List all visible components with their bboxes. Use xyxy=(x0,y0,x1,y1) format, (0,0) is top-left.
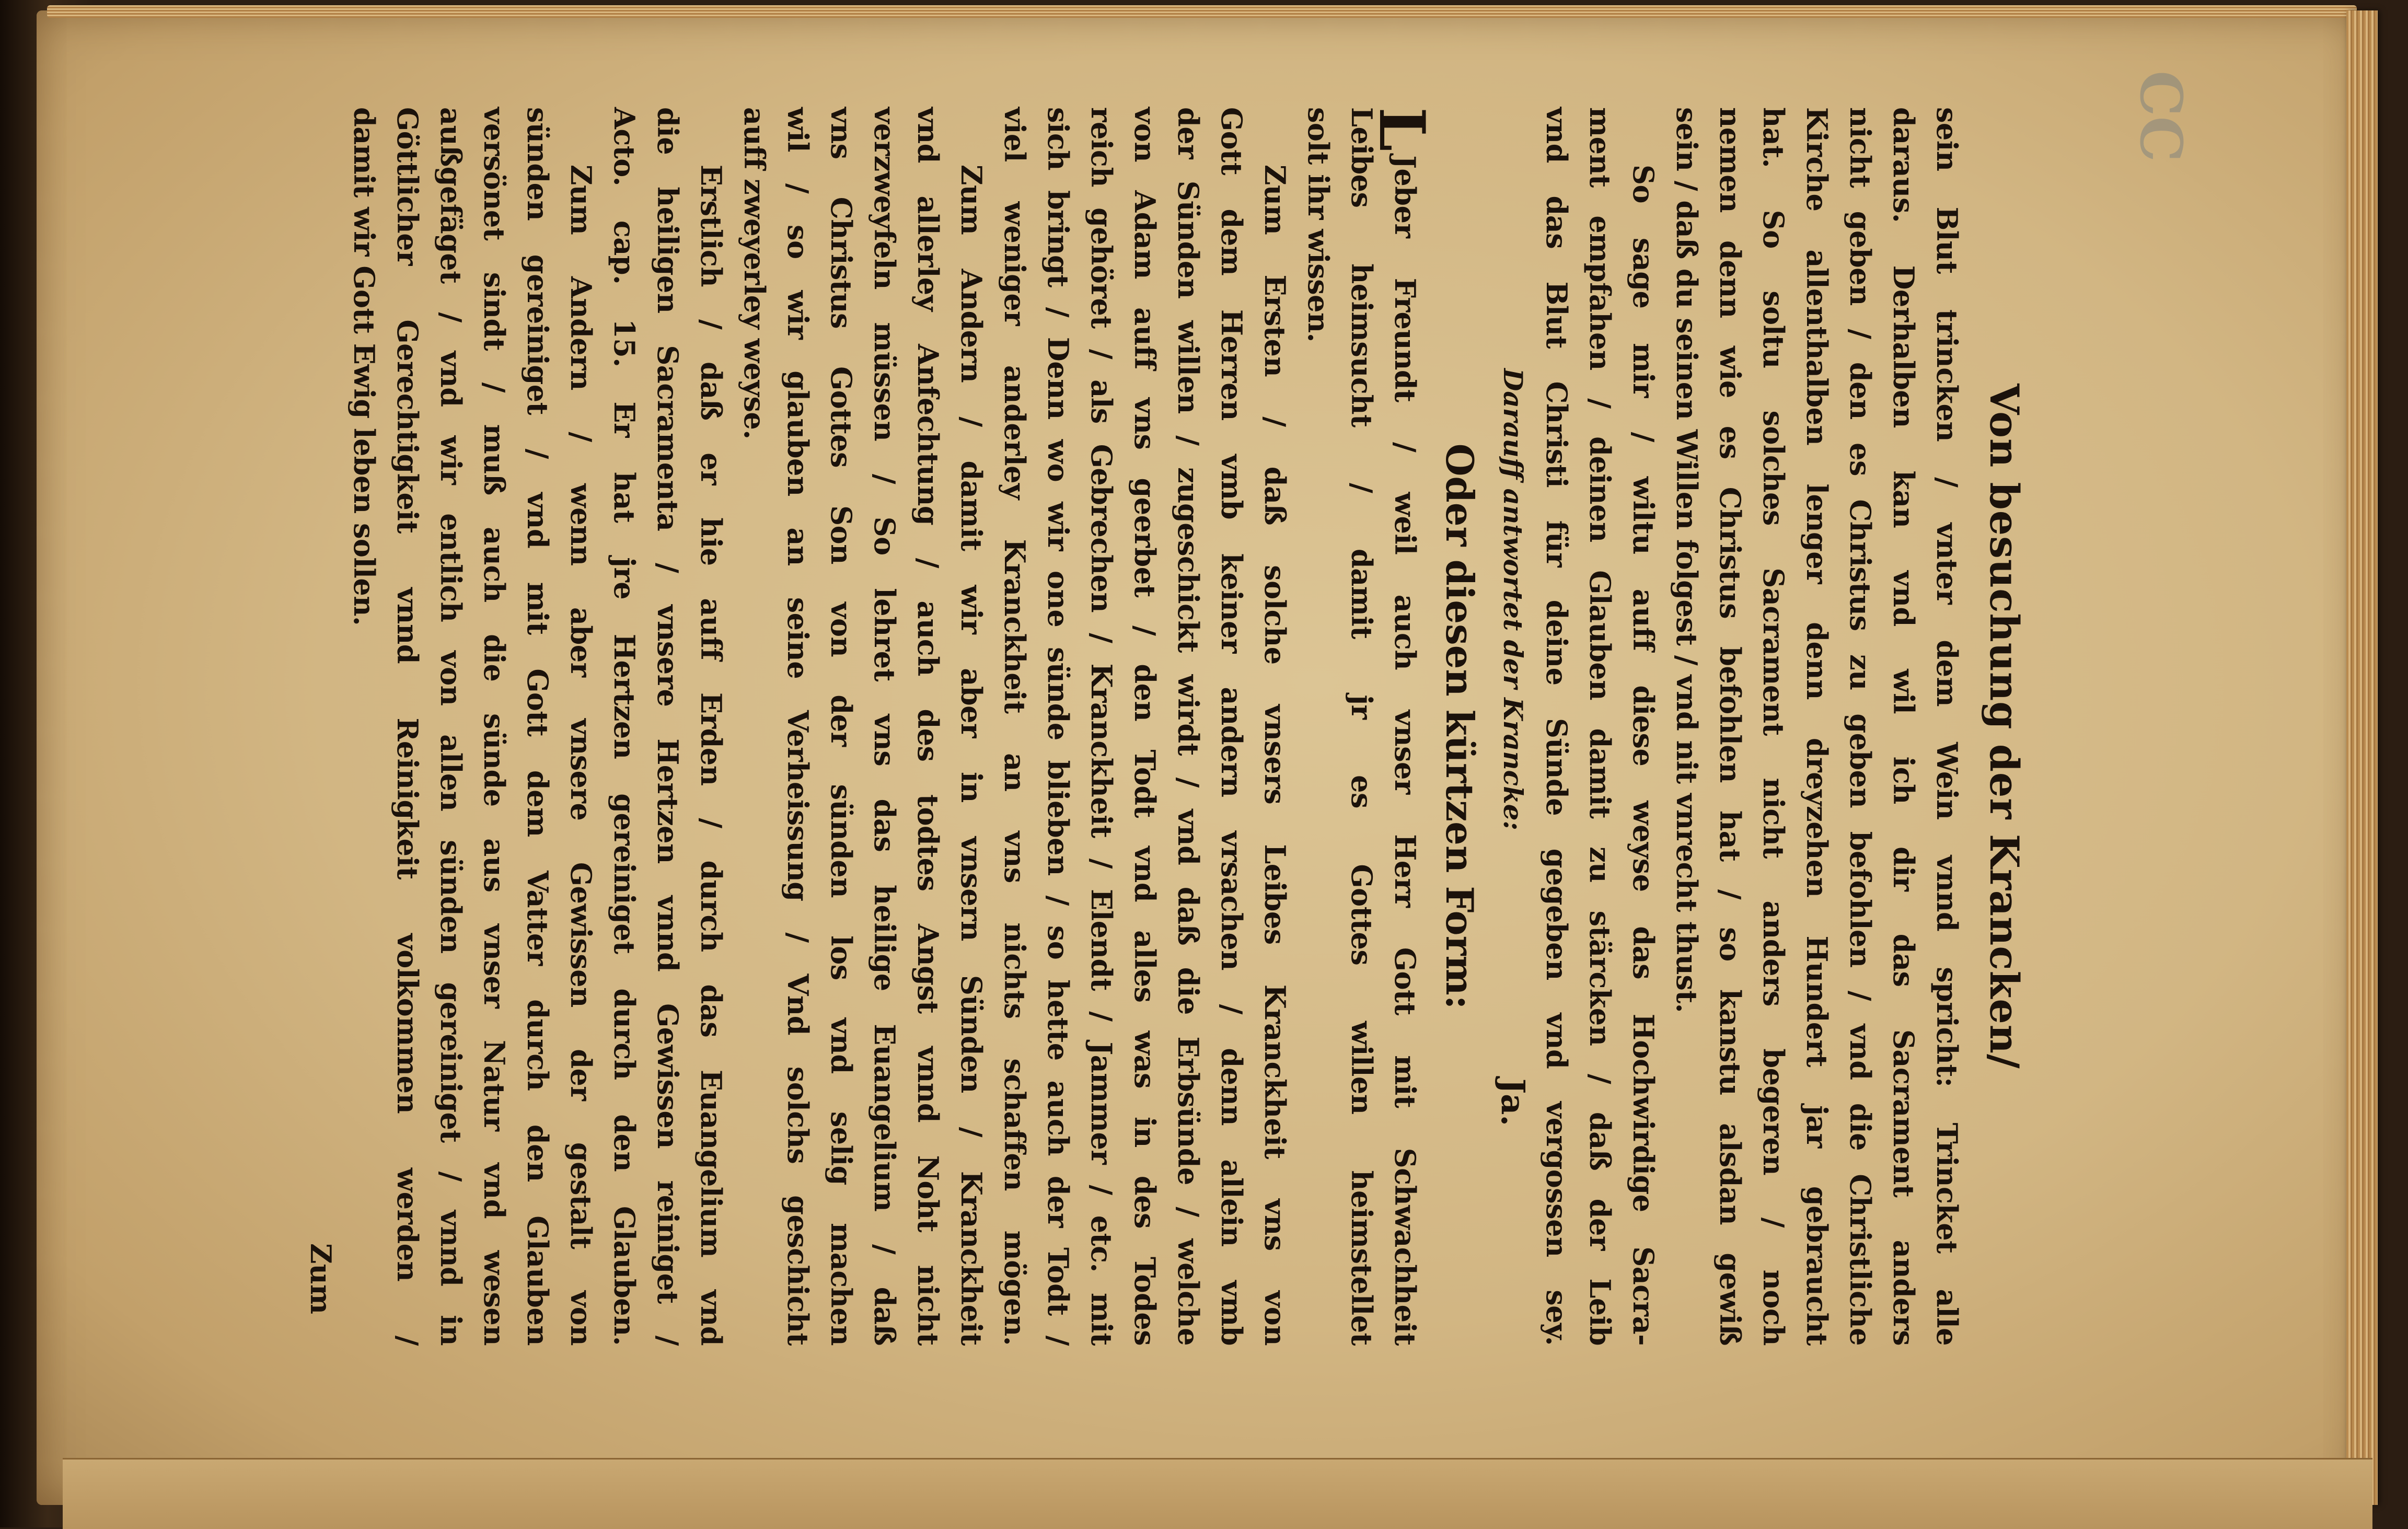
page-fore-edge xyxy=(2346,10,2378,1505)
catchword: Zum xyxy=(304,1243,338,1314)
text-line: Jeber Freundt / weil auch vnser Herr Gott mit Schwachheit xyxy=(1388,155,1422,1346)
text-line: So sage mir / wiltu auff diese weyse das Hochwirdige Sacra- xyxy=(1627,165,1660,1346)
text-line: viel weniger anderley Kranckheit an vns nichts schaffen mögen. xyxy=(998,107,1032,1346)
text-line: Erstlich / daß er hie auff Erden / durch das Euangelium vnd xyxy=(694,165,728,1346)
text-line: nemen denn wie es Christus befohlen hat / so kanstu alsdan gewiß xyxy=(1714,107,1747,1346)
text-line: vnd allerley Anfechtung / auch des todtes Angst vnnd Noht nicht xyxy=(911,107,945,1346)
section-heading: Oder diesen kürtzen Form: xyxy=(1438,443,1482,1010)
text-line: solt ihr wissen. xyxy=(1302,107,1335,342)
text-line: hat. So soltu solches Sacrament nicht anders begeren / noch xyxy=(1757,107,1790,1346)
text-line: der Sünden willen / zugeschickt wirdt / vnd daß die Erbsünde / welche xyxy=(1172,107,1205,1346)
running-head: Von besuchung der Krancken/ xyxy=(1981,384,2028,1069)
text-line: nicht geben / den es Christus zu geben befohlen / vnd die Christliche xyxy=(1844,107,1877,1346)
page-top-edge xyxy=(47,5,2357,18)
text-line: daraus. Derhalben kan vnd wil ich dir das Sacrament anders xyxy=(1887,107,1920,1346)
answer-text: Ja. xyxy=(1494,1078,1532,1126)
paragraph-5 xyxy=(733,107,993,1346)
text-line: Kirche allenthalben lenger denn dreyzehen Hundert jar gebraucht xyxy=(1800,107,1834,1346)
text-line: sünden gereiniget / vnd mit Gott dem Vatter durch den Glauben xyxy=(521,107,554,1346)
paragraph-4 xyxy=(993,107,1296,1346)
text-line: verzweyfeln müssen / So lehret vns das heilige Euangelium / daß xyxy=(868,107,901,1346)
text-line: vns Christus Gottes Son von der sünden los vnd selig machen xyxy=(825,107,858,1346)
text-line: von Adam auff vns geerbet / den Todt vnd alles was in des Todes xyxy=(1128,107,1162,1346)
text-line: Zum Ersten / daß solche vnsers Leibes Kranckheit vns von xyxy=(1258,165,1292,1346)
text-line: damit wir Gott Ewig leben sollen. xyxy=(348,107,381,626)
drop-cap: L xyxy=(1365,107,1439,152)
paragraph-2 xyxy=(1535,107,1665,1346)
paragraph-1 xyxy=(1665,107,1969,1346)
text-line: die heiligen Sacramenta / vnsere Hertzen vnnd Gewissen reiniget / xyxy=(651,107,685,1346)
text-line: Leibes heimsucht / damit jr es Gottes willen heimstellet xyxy=(1345,107,1379,1346)
text-line: Zum Andern / wenn aber vnsere Gewissen der gestalt von xyxy=(564,165,598,1346)
paragraph-3 xyxy=(1296,107,1439,1346)
text-line: sein Blut trincken / vnter dem Wein vnnd spricht: Trincket alle xyxy=(1930,107,1964,1346)
show-through-text: CC xyxy=(2127,71,2195,163)
text-line: Zum Andern / damit wir aber in vnsern Sünden / Kranckheit xyxy=(955,165,988,1346)
paragraph-6 xyxy=(603,107,733,1346)
text-line: versönet sindt / muß auch die sünde aus vnser Natur vnd wesen xyxy=(478,107,511,1346)
text-line: außgefäget / vnd wir entlich von allen sünden gereiniget / vnnd in xyxy=(434,107,468,1346)
text-line: Göttlicher Gerechtigkeit vnnd Reinigkeit volkommen werden / xyxy=(391,107,424,1346)
text-line: Gott dem Herren vmb keiner andern vrsachen / denn allein vmb xyxy=(1215,107,1248,1346)
text-line: sich bringt / Denn wo wir one sünde blieben / so hette auch der Todt / xyxy=(1041,107,1075,1346)
text-line: ment empfahen / deinen Glauben damit zu stärcken / daß der Leib xyxy=(1583,107,1617,1346)
speaker-text: Darauff antwortet der Krancke: xyxy=(1498,368,1529,831)
speaker-line xyxy=(1491,107,1535,1346)
text-line: vnd das Blut Christi für deine Sünde gegeben vnd vergossen sey. xyxy=(1540,107,1573,1346)
text-line: sein / daß du seinen Willen folgest / vnd nit vnrecht thust. xyxy=(1670,107,1704,1013)
paragraph-7 xyxy=(342,107,603,1346)
facing-page-edge xyxy=(63,1458,2372,1529)
text-line: auff zweyerley weyse. xyxy=(738,107,771,439)
text-line: Acto. cap. 15. Er hat jre Hertzen gereiniget durch den Glauben. xyxy=(608,107,641,1346)
text-line: wil / so wir glauben an seine Verheissung / Vnd solchs geschicht xyxy=(781,107,815,1346)
text-line: reich gehöret / als Gebrechen / Kranckheit / Elendt / Jammer / etc. mit xyxy=(1085,107,1118,1346)
rotated-text-block xyxy=(304,107,2028,1346)
